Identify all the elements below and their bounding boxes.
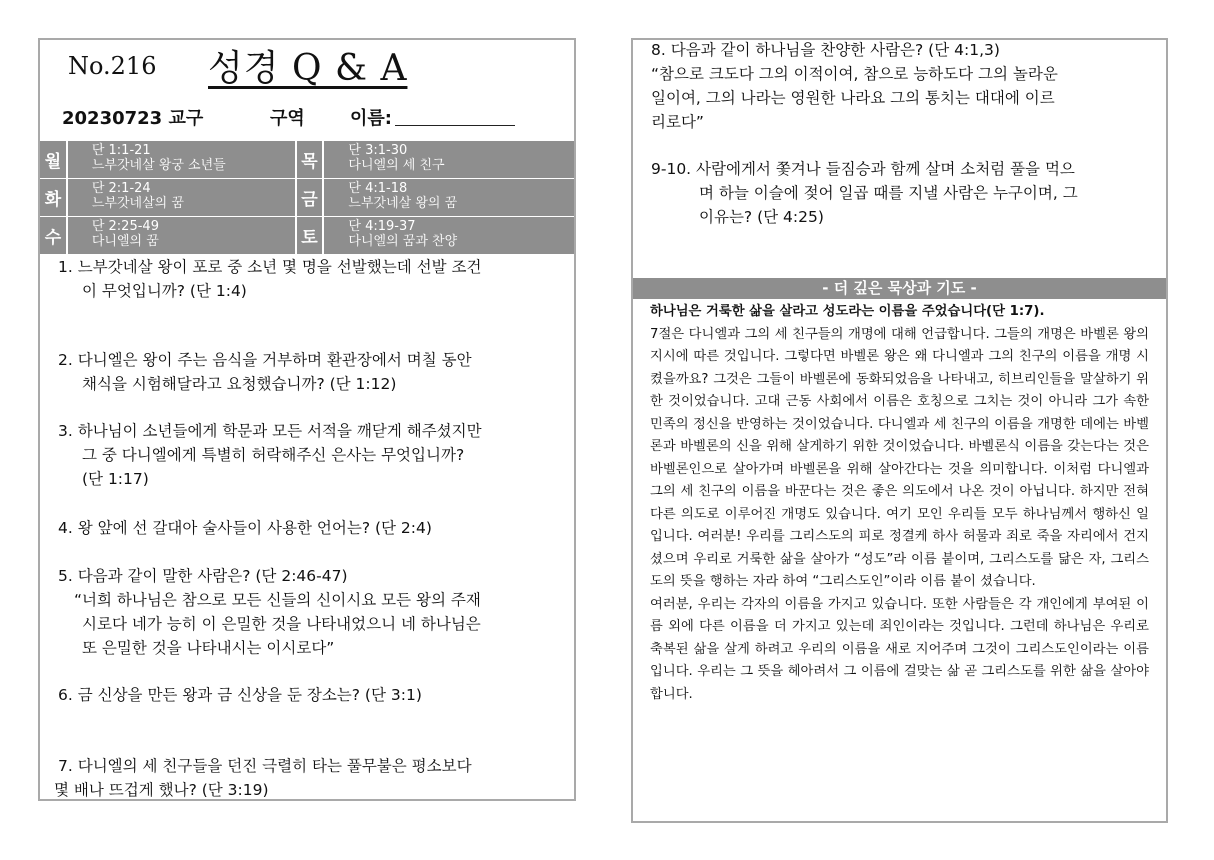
question-8 [651, 38, 1151, 134]
reading-cell [324, 217, 574, 254]
quote-text: 시로다 네가 능히 이 은밀한 것을 나타내었으니 네 하나님은 [82, 615, 481, 633]
meditation-body [650, 301, 1149, 706]
reading-topic: 다니엘의 세 친구 [348, 158, 445, 173]
issue-number: No.216 [68, 52, 157, 80]
reading-topic: 느부갓네살 왕의 꿈 [348, 196, 458, 211]
question-text: 이 무엇입니까? (단 1:4) [82, 282, 247, 300]
schedule-row [40, 217, 574, 254]
question-text: 그 중 다니엘에게 특별히 허락해주신 은사는 무엇입니까? [82, 446, 465, 464]
quote-text: 또 은밀한 것을 나타내시는 이시로다” [82, 639, 335, 657]
question-1 [58, 255, 558, 303]
right-panel [631, 38, 1168, 823]
day-label: 금 [297, 179, 325, 216]
name-label: 이름: [350, 108, 392, 129]
reading-cell [68, 217, 297, 254]
question-text: 3. 하나님이 소년들에게 학문과 모든 서적을 깨닫게 해주셨지만 [58, 422, 482, 440]
schedule-row [40, 141, 574, 178]
question-2 [58, 348, 558, 396]
quote-text: 일이여, 그의 나라는 영원한 나라요 그의 통치는 대대에 이르 [651, 89, 1055, 107]
day-label: 화 [40, 179, 68, 216]
question-text: 9-10. 사람에게서 쫓겨나 들짐승과 함께 살며 소처럼 풀을 먹으 [651, 160, 1075, 178]
question-text: (단 1:17) [82, 470, 149, 488]
name-blank-line [395, 125, 515, 126]
reading-cell [324, 141, 574, 178]
question-text: 4. 왕 앞에 선 갈대아 술사들이 사용한 언어는? (단 2:4) [58, 519, 432, 537]
reading-ref: 단 4:1-18 [348, 181, 408, 196]
reading-ref: 단 4:19-37 [348, 219, 416, 234]
question-text: 몇 배나 뜨겁게 했나? (단 3:19) [54, 781, 269, 799]
question-text: 6. 금 신상을 만든 왕과 금 신상을 둔 장소는? (단 3:1) [58, 686, 422, 704]
question-4 [58, 516, 558, 540]
meditation-lead: 하나님은 거룩한 삶을 살라고 성도라는 이름을 주었습니다(단 1:7). [650, 304, 1045, 319]
left-panel [38, 38, 576, 801]
reading-topic: 느부갓네살의 꿈 [91, 196, 184, 211]
question-7 [54, 754, 558, 802]
day-label: 목 [297, 141, 325, 178]
reading-ref: 단 2:25-49 [91, 219, 159, 234]
question-text: 1. 느부갓네살 왕이 포로 중 소년 몇 명을 선발했는데 선발 조건 [58, 258, 482, 276]
reading-cell [324, 179, 574, 216]
day-label: 월 [40, 141, 68, 178]
reading-schedule [40, 141, 574, 255]
reading-topic: 느부갓네살 왕궁 소년들 [91, 158, 226, 173]
reading-topic: 다니엘의 꿈과 찬양 [348, 234, 458, 249]
meditation-paragraph: 여러분, 우리는 각자의 이름을 가지고 있습니다. 또한 사람들은 각 개인에게 부여된 이름 외에 다른 이름을 더 가지고 있는데 죄인이라는 것입니다. 그런데 하나님은 우리로 축복된 삶을 살게 하려고 우리의 이름을 새로 지어주며 그것이 그리스도인이라는 이름입니다. 우리는 그 뜻을 헤아려서 그 이름에 걸맞는 삶 곧 그리스도를 위한 삶을 살아야 합니다. [650, 596, 1149, 702]
meditation-heading: - 더 깊은 묵상과 기도 - [633, 278, 1166, 299]
question-text: 7. 다니엘의 세 친구들을 던진 극렬히 타는 풀무불은 평소보다 [58, 757, 472, 775]
question-text: 2. 다니엘은 왕이 주는 음식을 거부하며 환관장에서 며칠 동안 [58, 351, 472, 369]
reading-ref: 단 2:1-24 [91, 181, 151, 196]
quote-text: 리로다” [651, 113, 704, 131]
reading-cell [68, 179, 297, 216]
date-parish: 20230723 교구 [62, 108, 204, 129]
question-6 [58, 683, 558, 707]
reading-ref: 단 3:1-30 [348, 143, 408, 158]
day-label: 토 [297, 217, 325, 254]
reading-ref: 단 1:1-21 [91, 143, 151, 158]
page-title: 성경 Q & A [208, 48, 408, 89]
reading-cell [68, 141, 297, 178]
day-label: 수 [40, 217, 68, 254]
question-5 [58, 564, 558, 660]
reading-topic: 다니엘의 꿈 [91, 234, 159, 249]
question-text: 이유는? (단 4:25) [699, 208, 824, 226]
question-text: 며 하늘 이슬에 젖어 일곱 때를 지낼 사람은 누구이며, 그 [699, 184, 1078, 202]
question-text: 5. 다음과 같이 말한 사람은? (단 2:46-47) [58, 567, 348, 585]
quote-text: “너희 하나님은 참으로 모든 신들의 신이시요 모든 왕의 주재 [74, 591, 481, 609]
quote-text: “참으로 크도다 그의 이적이여, 참으로 능하도다 그의 놀라운 [651, 65, 1058, 83]
meditation-paragraph: 7절은 다니엘과 그의 세 친구들의 개명에 대해 언급합니다. 그들의 개명은 바벨론 왕의 지시에 따른 것입니다. 그렇다면 바벨론 왕은 왜 다니엘과 그의 친구의 이름을 개명 시켰을까요? 그것은 그들이 바벨론에 동화되었음을 나타내고, 히브리인들을 말살하기 위한 것이었습니다. 고대 근동 사회에서 이름은 호칭으로 그치는 것이 아니라 그가 속한 민족의 정신을 반영하는 것이었습니다. 다니엘과 세 친구의 이름을 개명한 데에는 바벨론과 바벨론의 신을 위해 살게하기 위한 것이었습니다. 바벨론식 이름을 갖는다는 것은 바벨론인으로 살아가며 바벨론을 위해 살아간다는 것을 의미합니다. 이처럼 다니엘과 그의 세 친구의 이름을 바꾼다는 것은 좋은 의도에서 나온 것이 아닙니다. 하지만 전혀 다른 의도로 이루어진 개명도 있습니다. 여기 모인 우리들 모두 하나님께서 행하신 일입니다. 여러분! 우리를 그리스도의 피로 정결케 하사 허물과 죄로 죽을 자리에서 건지셨으며 우리로 거룩한 삶을 살아가 “성도”라 이름 붙이며, 그리스도를 닮은 자, 그리스도의 뜻을 행하는 자라 하여 “그리스도인”이라 이름 붙이 셨습니다. [650, 326, 1149, 589]
question-text: 채식을 시험해달라고 요청했습니까? (단 1:12) [82, 375, 397, 393]
schedule-row [40, 179, 574, 216]
question-3 [58, 419, 558, 491]
question-text: 8. 다음과 같이 하나님을 찬양한 사람은? (단 4:1,3) [651, 41, 1000, 59]
question-9-10 [651, 157, 1151, 229]
zone-label: 구역 [270, 108, 305, 129]
